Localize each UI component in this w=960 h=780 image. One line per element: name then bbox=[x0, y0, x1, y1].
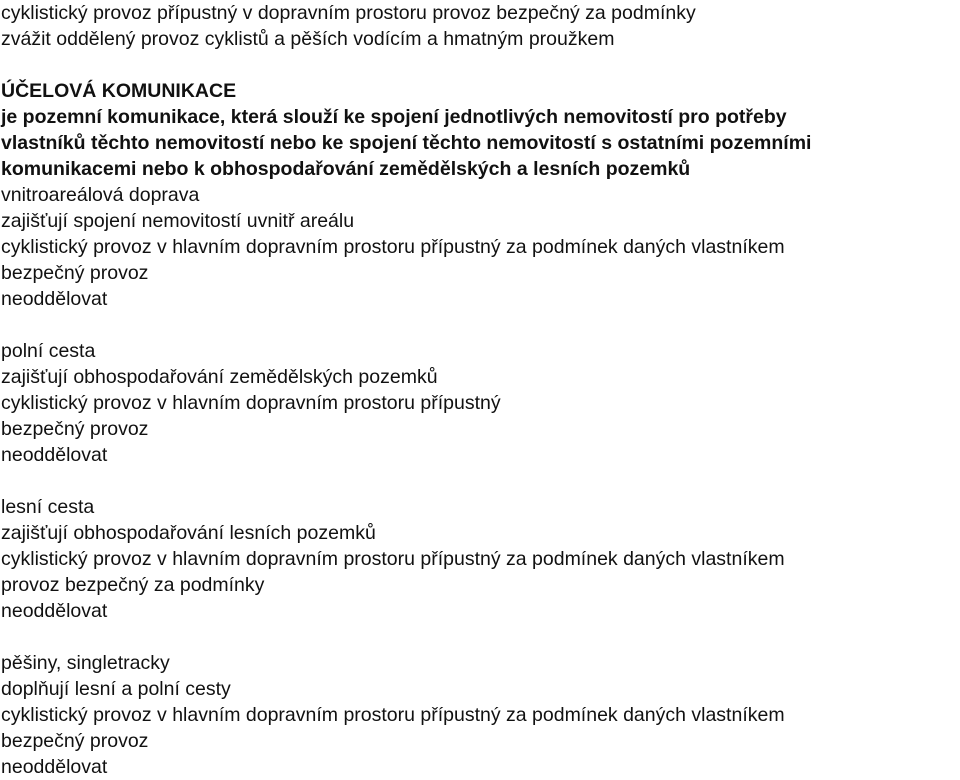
polni-safety: bezpečný provoz bbox=[1, 418, 149, 440]
definition-line-2: vlastníků těchto nemovitostí nebo ke spojení těchto nemovitostí s ostatními pozemními bbox=[1, 132, 812, 154]
pesiny-title: pěšiny, singletracky bbox=[1, 652, 170, 674]
pesiny-safety: bezpečný provoz bbox=[1, 730, 149, 752]
lesni-cycling: cyklistický provoz v hlavním dopravním prostoru přípustný za podmínek daných vlastníkem bbox=[1, 548, 785, 570]
lesni-title: lesní cesta bbox=[1, 496, 95, 518]
vnitroarealova-safety: bezpečný provoz bbox=[1, 262, 149, 284]
vnitroarealova-separation: neoddělovat bbox=[1, 288, 108, 310]
definition-line-1: je pozemní komunikace, která slouží ke spojení jednotlivých nemovitostí pro potřeby bbox=[1, 106, 787, 128]
polni-title: polní cesta bbox=[1, 340, 96, 362]
lesni-separation: neoddělovat bbox=[1, 600, 108, 622]
pesiny-purpose: doplňují lesní a polní cesty bbox=[1, 678, 231, 700]
vnitroarealova-cycling: cyklistický provoz v hlavním dopravním prostoru přípustný za podmínek daných vlastníkem bbox=[1, 236, 785, 258]
spacer bbox=[1, 312, 960, 338]
intro-line-1: cyklistický provoz přípustný v dopravním prostoru provoz bezpečný za podmínky bbox=[1, 2, 696, 24]
intro-line-2: zvážit oddělený provoz cyklistů a pěších vodícím a hmatným proužkem bbox=[1, 28, 615, 50]
spacer bbox=[1, 468, 960, 494]
vnitroarealova-title: vnitroareálová doprava bbox=[1, 184, 200, 206]
definition-line-3: komunikacemi nebo k obhospodařování zemědělských a lesních pozemků bbox=[1, 158, 691, 180]
lesni-safety: provoz bezpečný za podmínky bbox=[1, 574, 265, 596]
polni-purpose: zajišťují obhospodařování zemědělských pozemků bbox=[1, 366, 438, 388]
lesni-purpose: zajišťují obhospodařování lesních pozemků bbox=[1, 522, 376, 544]
section-heading-ucelova: ÚČELOVÁ KOMUNIKACE bbox=[1, 80, 237, 102]
vnitroarealova-purpose: zajišťují spojení nemovitostí uvnitř areálu bbox=[1, 210, 355, 232]
pesiny-cycling: cyklistický provoz v hlavním dopravním prostoru přípustný za podmínek daných vlastníkem bbox=[1, 704, 785, 726]
polni-separation: neoddělovat bbox=[1, 444, 108, 466]
spacer bbox=[1, 52, 960, 78]
polni-cycling: cyklistický provoz v hlavním dopravním prostoru přípustný bbox=[1, 392, 501, 414]
pesiny-separation: neoddělovat bbox=[1, 756, 108, 778]
spacer bbox=[1, 624, 960, 650]
